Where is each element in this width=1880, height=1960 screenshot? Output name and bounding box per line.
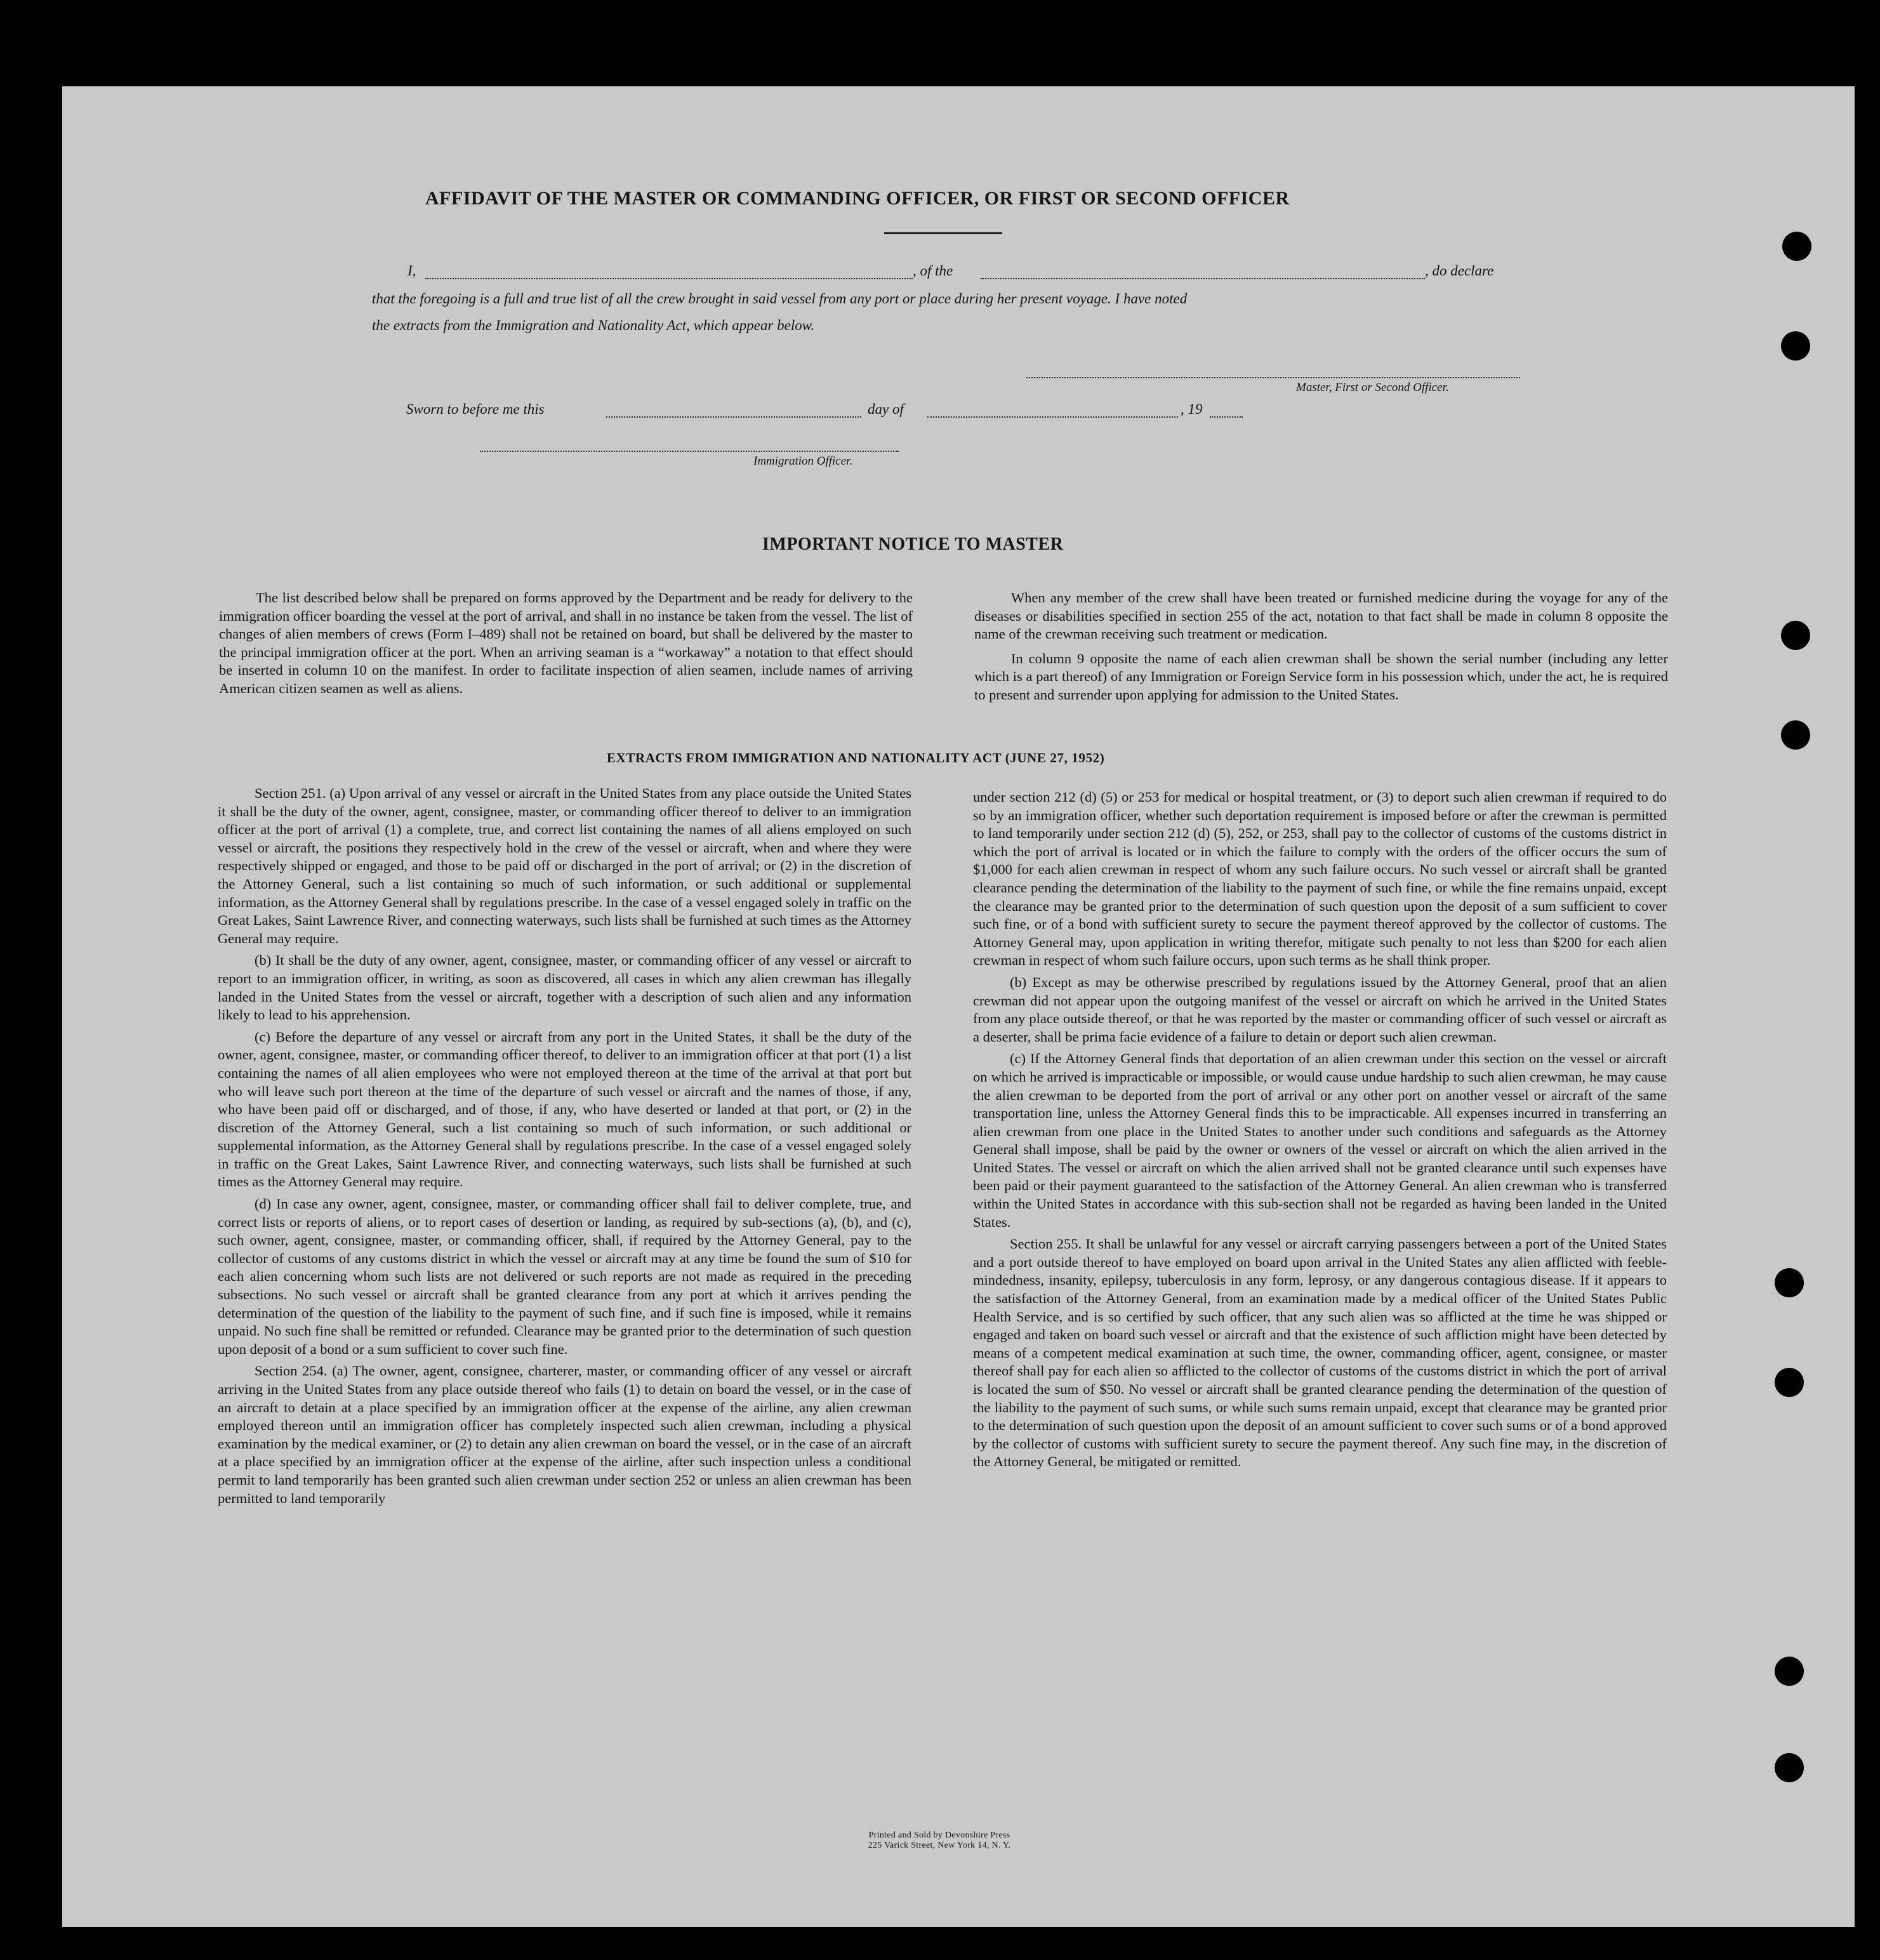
of-the-label: , of the <box>913 263 953 279</box>
printer-imprint <box>812 1831 1066 1851</box>
extract-paragraph: under section 212 (d) (5) or 253 for medical or hospital treatment, or (3) to deport such alien crewman if required to do so by an immigration officer, whether such deportation requirement is imposed before or after the crewman is permitted to land temporarily under section 212 (d) (5), 252, or 253, shall pay to the collector of customs of the customs district in which the port of arrival is located or in which the failure to comply with the orders of the officer occurs the sum of $1,000 for each alien crewman in respect of whom any such failure occurs. No such vessel or aircraft shall be granted clearance pending the determination of the liability to the payment of such fine, or while the fine remains unpaid, except the clearance may be granted prior to the determination of such question upon the deposit of a sum sufficient to cover such fine, or of a bond with sufficient surety to secure the payment thereof approved by the collector of customs. The Attorney General may, upon application in writing therefor, mitigate such penalty to not less than $200 for each alien crewman in respect of whom such failure occurs, upon such terms as he shall think proper. <box>973 789 1667 969</box>
extract-paragraph: Section 255. It shall be unlawful for any vessel or aircraft carrying passengers between a port of the United States and a port outside thereof to have employed on board upon arrival in the United States any alien afflicted with feeble-mindedness, insanity, epilepsy, tuberculosis in any form, leprosy, or any dangerous contagious disease. If it appears to the satisfaction of the Attorney General, from an examination made by a medical officer of the United States Public Health Service, and is so certified by such officer, that any such alien was so afflicted at the time he was shipped or engaged and taken on board such vessel or aircraft and that the existence of such affliction might have been detected by means of a competent medical examination at such time, the owner, commanding officer, agent, consignee, or master thereof shall pay for each alien so afflicted to the collector of customs of the customs district in which the port of arrival is located the sum of $50. No vessel or aircraft shall be granted clearance pending the determination of the question of the liability to the payment of such sums, or while such sums remain unpaid, except that clearance may be granted prior to the determination of such question upon the deposit of an amount sufficient to cover such sums or of a bond approved by the collector of customs with sufficient surety to secure the payment thereof. Any such fine may, in the discretion of the Attorney General, be mitigated or remitted. <box>973 1236 1667 1470</box>
extracts-right-column <box>973 788 1667 1475</box>
punch-hole <box>1775 1268 1804 1297</box>
punch-hole <box>1782 232 1811 261</box>
extract-paragraph: (c) If the Attorney General finds that deportation of an alien crewman under this section on the vessel or aircraft on which he arrived is impracticable or impossible, or would cause undue hardship to such alien crewman, he may cause the alien crewman to be deported from the port of arrival or any other port on another vessel or aircraft of the same transportation line, unless the Attorney General finds this to be impracticable. All expenses incurred in transferring an alien crewman from one place in the United States to another under such conditions and safeguards as the Attorney General shall impose, shall be paid by the owner or owners of the vessel or aircraft on which the alien arrived in the United States. The vessel or aircraft on which the alien arrived shall not be granted clearance until such expenses have been paid or their payment guaranteed to the satisfaction of the Attorney General. An alien crewman who is transferred within the United States in accordance with this sub-section shall not be regarded as having been landed in the United States. <box>973 1050 1667 1230</box>
extract-paragraph: (c) Before the departure of any vessel or aircraft from any port in the United States, it shall be the duty of the owner, agent, consignee, master, or commanding officer thereof, to deliver to an immigration officer at that port (1) a list containing the names of all alien employees who were not employed thereon at the time of the arrival at that port but who will leave such port thereon at the time of the departure of such vessel or aircraft and the names of those, if any, who have been paid off or discharged, and of those, if any, who have deserted or landed at that port, or (2) in the discretion of the Attorney General, such a list containing so much of such information, or such additional or supplemental information, as the Attorney General shall by regulations prescribe. In the case of a vessel engaged solely in traffic on the Great Lakes, Saint Lawrence River, and connecting waterways, such lists shall be furnished at such times as the Attorney General may require. <box>218 1028 911 1190</box>
punch-hole <box>1775 1657 1804 1686</box>
notice-paragraph: When any member of the crew shall have been treated or furnished medicine during the voyage for any of the diseases or disabilities specified in section 255 of the act, notation to that fact shall be made in column 8 opposite the name of the crewman receiving such treatment or medication. <box>974 590 1668 642</box>
title-underline <box>884 232 1002 234</box>
notice-paragraph: In column 9 opposite the name of each alien crewman shall be shown the serial number (including any letter which is a part thereof) of any Immigration or Foreign Service form in his possession which, under the act, he is required to present and surrender upon applying for admission to the United States. <box>974 650 1668 703</box>
punch-hole <box>1781 331 1810 361</box>
extract-paragraph: Section 251. (a) Upon arrival of any vessel or aircraft in the United States from any place outside the United States it shall be the duty of the owner, agent, consignee, master, or commanding officer thereof to deliver to an immigration officer at the port of arrival (1) a complete, true, and correct list containing the names of all aliens employed on such vessel or aircraft, the positions they respectively hold in the crew of the vessel or aircraft, when and where they were respectively shipped or engaged, and those to be paid off or discharged in the port of arrival; or (2) in the discretion of the Attorney General, such a list containing so much of such information, or such additional or supplemental information, as the Attorney General shall by regulations prescribe. In the case of a vessel engaged solely in traffic on the Great Lakes, Saint Lawrence River, and connecting waterways, such lists shall be furnished at such times as the Attorney General may require. <box>218 785 911 946</box>
extracts-heading: EXTRACTS FROM IMMIGRATION AND NATIONALITY ACT (JUNE 27, 1952) <box>607 750 1105 765</box>
extract-paragraph: (b) Except as may be otherwise prescribed by regulations issued by the Attorney General, proof that an alien crewman did not appear upon the outgoing manifest of the vessel or aircraft on which he arrived in the United States from any place outside thereof, or that he was reported by the master or commanding officer of such vessel or aircraft as a deserter, shall be prima facie evidence of a failure to detain or deport such alien crewman. <box>973 974 1667 1045</box>
officer-signature-label: Immigration Officer. <box>753 454 853 468</box>
extract-paragraph: (b) It shall be the duty of any owner, agent, consignee, master, or commanding officer of any vessel or aircraft to report to an immigration officer, in writing, as soon as discovered, all cases in which any alien crewman has illegally landed in the United States from the vessel or aircraft, together with a description of such alien and any information likely to lead to his apprehension. <box>218 952 911 1023</box>
affidavit-line-2: that the foregoing is a full and true list of all the crew brought in said vessel from any port or place during her present voyage. I have noted <box>372 291 1188 307</box>
sworn-month-field[interactable] <box>927 416 1178 418</box>
punch-hole <box>1781 720 1810 750</box>
notice-paragraph: The list described below shall be prepared on forms approved by the Department and be ready for delivery to the immigration officer boarding the vessel at the port of arrival, and shall in no instance be taken from the vessel. The list of changes of alien members of crews (Form I–489) shall not be retained on board, but shall be delivered by the master to the principal immigration officer at the port. When an arriving seaman is a “workaway” a notation to that effect should be inserted in column 10 on the manifest. In order to facilitate inspection of alien seamen, include names of arriving American citizen seamen as well as aliens. <box>219 590 913 696</box>
printer-line: 225 Varick Street, New York 14, N. Y. <box>868 1841 1011 1850</box>
printer-line: Printed and Sold by Devonshire Press <box>868 1831 1010 1840</box>
affidavit-line-3: the extracts from the Immigration and Nationality Act, which appear below. <box>372 317 815 333</box>
do-declare-label: , do declare <box>1425 263 1494 279</box>
punch-hole <box>1775 1368 1804 1397</box>
vessel-field[interactable] <box>981 278 1425 279</box>
punch-hole <box>1781 621 1810 650</box>
notice-heading: IMPORTANT NOTICE TO MASTER <box>762 534 1064 554</box>
day-of-label: day of <box>868 401 904 417</box>
extract-paragraph: Section 254. (a) The owner, agent, consignee, charterer, master, or commanding officer of any vessel or aircraft arriving in the United States from any place outside thereof who fails (1) to detain on board the vessel, or in the case of an aircraft to detain at a place specified by an immigration officer at the expense of the airline, any alien crewman employed thereon until an immigration officer has completely inspected such alien crewman, including a physical examination by the medical examiner, or (2) to detain any alien crewman on board the vessel, or in the case of an aircraft at a place specified by an immigration officer at the expense of the airline, after such inspection unless a conditional permit to land temporarily has been granted such alien crewman under section 252 or unless an alien crewman has been permitted to land temporarily <box>218 1363 911 1506</box>
master-signature-field[interactable] <box>1026 377 1520 378</box>
sworn-label: Sworn to before me this <box>406 401 545 417</box>
sworn-year-field[interactable] <box>1210 416 1243 418</box>
sworn-day-field[interactable] <box>606 416 861 418</box>
extracts-left-column <box>218 785 911 1511</box>
extract-paragraph: (d) In case any owner, agent, consignee, master, or commanding officer shall fail to deliver complete, true, and correct lists or reports of aliens, or to report cases of desertion or landing, as required by sub-sections (a), (b), and (c), such owner, agent, consignee, master, or commanding officer, shall, if required by the Attorney General, pay to the collector of customs of any customs district in which the vessel or aircraft may at any time be found the sum of $10 for each alien concerning whom such lists are not delivered or such reports are not made as required in the preceding subsections. No such vessel or aircraft shall be granted clearance from any port at which it arrives pending the determination of the question of the liability to the payment of such fine, and if such fine is imposed, while it remains unpaid. No such fine shall be remitted or refunded. Clearance may be granted prior to the determination of such question upon deposit of a bond or a sum sufficient to cover such fine. <box>218 1196 911 1357</box>
year-label: , 19 <box>1181 401 1203 417</box>
officer-signature-field[interactable] <box>480 451 899 452</box>
affidavit-title: AFFIDAVIT OF THE MASTER OR COMMANDING OFFICER, OR FIRST OR SECOND OFFICER <box>425 188 1290 209</box>
notice-right-column <box>974 589 1668 708</box>
master-signature-label: Master, First or Second Officer. <box>1296 381 1449 394</box>
affidavit-i-label: I, <box>407 263 416 279</box>
notice-left-column <box>219 589 913 702</box>
punch-hole <box>1775 1753 1804 1782</box>
name-field[interactable] <box>425 278 913 279</box>
